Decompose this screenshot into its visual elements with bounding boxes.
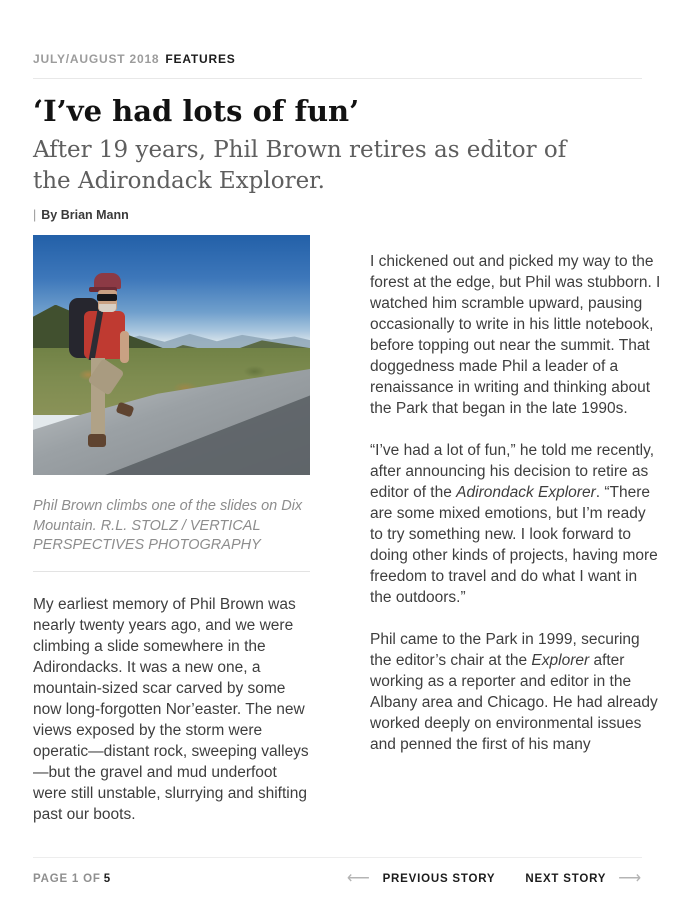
kicker — [33, 52, 642, 66]
left-arrow-icon: ⟵ — [346, 870, 371, 887]
left-column-text — [33, 594, 310, 825]
issue-label: JULY/AUGUST 2018 — [33, 52, 160, 66]
article-columns — [33, 235, 661, 846]
next-story-button[interactable] — [525, 871, 642, 887]
hiker-left-boot — [88, 434, 106, 446]
left-column — [33, 235, 310, 846]
body-paragraph: Phil came to the Park in 1999, securing the editor’s chair at the Explorer after working as a reporter and editor in the Albany area and Chicago. He had already worked deeply on environmental issues and penned the first of his many — [370, 631, 658, 753]
story-navigation — [347, 871, 642, 887]
byline-author: By Brian Mann — [41, 208, 129, 222]
hiker-right-boot — [115, 402, 134, 418]
page-indicator — [33, 873, 111, 885]
hiker-sunglasses — [97, 294, 117, 301]
body-paragraph: My earliest memory of Phil Brown was nearly twenty years ago, and we were climbing a slide somewhere in the Adirondacks. It was a new one, a mountain-sized scar carved by some now long-forgotten Nor’easter. The new views exposed by the storm were operatic—distant rock, sweeping valleys—but the gravel and mud underfoot were still unstable, slurrying and shifting past our boots. — [33, 595, 309, 823]
article-subtitle: After 19 years, Phil Brown retires as editor of the Adirondack Explorer. — [33, 137, 567, 194]
caption-divider — [33, 571, 310, 572]
reader-footer — [33, 857, 642, 887]
previous-story-button[interactable] — [347, 871, 496, 887]
right-arrow-icon: ⟶ — [618, 870, 642, 887]
right-column — [370, 235, 662, 846]
photo-caption: Phil Brown climbs one of the slides on Dix Mountain. R.L. STOLZ / VERTICAL PERSPECTIVES PHOTOGRAPHY — [33, 498, 303, 553]
section-label: FEATURES — [165, 52, 236, 66]
hiker-arm — [120, 331, 129, 363]
next-story-label: NEXT STORY — [525, 873, 607, 885]
page-indicator-label: PAGE 1 OF — [33, 873, 101, 885]
photo-hiker — [69, 273, 141, 460]
right-column-text — [370, 251, 662, 755]
hiker-beard — [99, 304, 116, 313]
previous-story-label: PREVIOUS STORY — [382, 873, 496, 885]
header-divider — [33, 78, 642, 79]
body-paragraph: I chickened out and picked my way to the forest at the edge, but Phil was stubborn. I watched him scramble upward, pausing occasionally to write in his little notebook, before topping out near the summit. That doggedness made Phil a leader of a renaissance in writing and thinking about the Park that began in the late 1990s. — [370, 253, 661, 417]
byline — [33, 208, 642, 222]
article-title: ‘I’ve had lots of fun’ — [33, 94, 360, 128]
article-photo — [33, 235, 310, 475]
byline-bar: | — [33, 208, 37, 222]
body-paragraph: “I’ve had a lot of fun,” he told me recently, after announcing his decision to retire as editor of the Adirondack Explorer. “There are some mixed emotions, but I’m ready to try something new. I look forward to doing other kinds of projects, having more freedom to travel and do what I want in the outdoors.” — [370, 442, 658, 606]
page-indicator-number: 5 — [103, 873, 111, 885]
